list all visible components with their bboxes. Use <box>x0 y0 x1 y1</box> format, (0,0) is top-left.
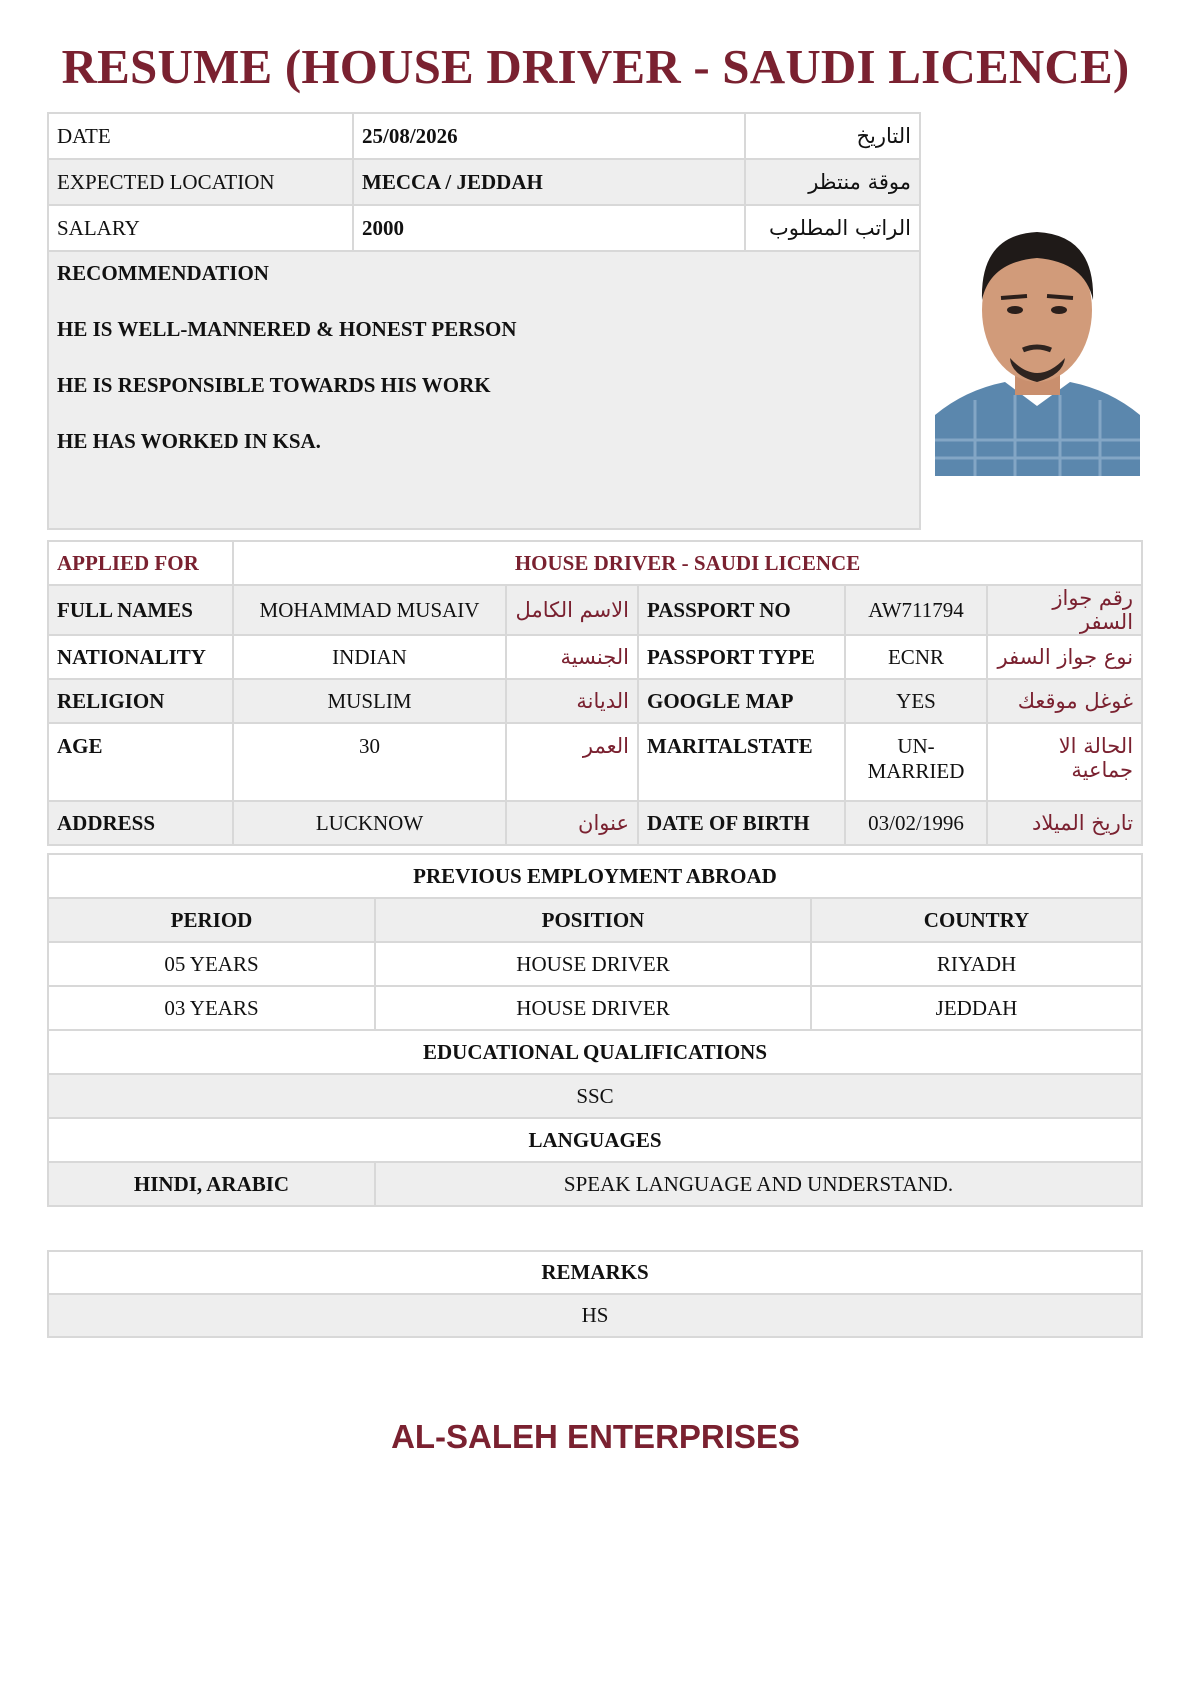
employment-heading-row <box>48 854 1142 898</box>
detail-row <box>48 801 1142 845</box>
languages-level: SPEAK LANGUAGE AND UNDERSTAND. <box>375 1162 1142 1206</box>
languages-heading-row <box>48 1118 1142 1162</box>
detail-row <box>48 635 1142 679</box>
location-label: EXPECTED LOCATION <box>48 159 353 205</box>
period-column-header: PERIOD <box>48 898 375 942</box>
recommendation-line: HE IS WELL-MANNERED & HONEST PERSON <box>57 317 517 341</box>
passport-type-value: ECNR <box>845 635 987 679</box>
date-arabic-label: التاريخ <box>745 113 920 159</box>
nationality-value: INDIAN <box>233 635 506 679</box>
remarks-value-row <box>48 1294 1142 1337</box>
recommendation-line: HE HAS WORKED IN KSA. <box>57 429 321 453</box>
passport-type-arabic: نوع جواز السفر <box>987 635 1142 679</box>
period-cell: 03 YEARS <box>48 986 375 1030</box>
date-value: 25/08/2026 <box>353 113 745 159</box>
country-column-header: COUNTRY <box>811 898 1142 942</box>
salary-label: SALARY <box>48 205 353 251</box>
remarks-table <box>47 1250 1143 1338</box>
employment-heading: PREVIOUS EMPLOYMENT ABROAD <box>48 854 1142 898</box>
detail-row <box>48 679 1142 723</box>
country-cell: RIYADH <box>811 942 1142 986</box>
remarks-value: HS <box>48 1294 1142 1337</box>
applied-for-row <box>48 541 1142 585</box>
details-table <box>47 540 1143 846</box>
marital-state-label: MARITALSTATE <box>638 723 845 801</box>
table-row <box>48 986 1142 1030</box>
applied-for-label: APPLIED FOR <box>48 541 233 585</box>
address-label: ADDRESS <box>48 801 233 845</box>
address-value: LUCKNOW <box>233 801 506 845</box>
languages-row <box>48 1162 1142 1206</box>
education-value-row <box>48 1074 1142 1118</box>
applied-for-value: HOUSE DRIVER - SAUDI LICENCE <box>233 541 1142 585</box>
education-heading-row <box>48 1030 1142 1074</box>
religion-value: MUSLIM <box>233 679 506 723</box>
recommendation-row <box>48 251 920 529</box>
country-cell: JEDDAH <box>811 986 1142 1030</box>
detail-row <box>48 585 1142 635</box>
passport-no-value: AW711794 <box>845 585 987 635</box>
full-names-arabic: الاسم الكامل <box>506 585 638 635</box>
salary-row <box>48 205 920 251</box>
detail-row <box>48 723 1142 801</box>
languages-heading: LANGUAGES <box>48 1118 1142 1162</box>
passport-type-label: PASSPORT TYPE <box>638 635 845 679</box>
company-name: AL-SALEH ENTERPRISES <box>391 1418 800 1455</box>
recommendation-heading: RECOMMENDATION <box>57 261 269 285</box>
recommendation-line: HE IS RESPONSIBLE TOWARDS HIS WORK <box>57 373 491 397</box>
dob-label: DATE OF BIRTH <box>638 801 845 845</box>
recommendation-box <box>48 251 920 529</box>
salary-arabic-label: الراتب المطلوب <box>745 205 920 251</box>
date-row <box>48 113 920 159</box>
marital-state-arabic: الحالة الا جماعية <box>987 723 1142 801</box>
location-arabic-label: موقة منتظر <box>745 159 920 205</box>
education-heading: EDUCATIONAL QUALIFICATIONS <box>48 1030 1142 1074</box>
age-value: 30 <box>233 723 506 801</box>
age-arabic: العمر <box>506 723 638 801</box>
passport-no-arabic: رقم جواز السفر <box>987 585 1142 635</box>
education-value: SSC <box>48 1074 1142 1118</box>
marital-state-value: UN-MARRIED <box>845 723 987 801</box>
passport-no-label: PASSPORT NO <box>638 585 845 635</box>
employment-columns-row <box>48 898 1142 942</box>
location-value: MECCA / JEDDAH <box>353 159 745 205</box>
full-names-label: FULL NAMES <box>48 585 233 635</box>
dob-arabic: تاريخ الميلاد <box>987 801 1142 845</box>
salary-value: 2000 <box>353 205 745 251</box>
religion-label: RELIGION <box>48 679 233 723</box>
languages-names: HINDI, ARABIC <box>48 1162 375 1206</box>
candidate-photo-image <box>935 210 1140 476</box>
position-cell: HOUSE DRIVER <box>375 986 811 1030</box>
google-map-value: YES <box>845 679 987 723</box>
age-label: AGE <box>48 723 233 801</box>
header-table <box>47 112 921 530</box>
google-map-arabic: غوغل موقعك <box>987 679 1142 723</box>
address-arabic: عنوان <box>506 801 638 845</box>
remarks-heading-row <box>48 1251 1142 1294</box>
candidate-photo <box>935 210 1140 476</box>
remarks-heading: REMARKS <box>48 1251 1142 1294</box>
full-names-value: MOHAMMAD MUSAIV <box>233 585 506 635</box>
period-cell: 05 YEARS <box>48 942 375 986</box>
page-title: RESUME (HOUSE DRIVER - SAUDI LICENCE) <box>61 39 1130 94</box>
nationality-arabic: الجنسية <box>506 635 638 679</box>
location-row <box>48 159 920 205</box>
employment-table <box>47 853 1143 1207</box>
date-label: DATE <box>48 113 353 159</box>
dob-value: 03/02/1996 <box>845 801 987 845</box>
religion-arabic: الديانة <box>506 679 638 723</box>
position-column-header: POSITION <box>375 898 811 942</box>
nationality-label: NATIONALITY <box>48 635 233 679</box>
position-cell: HOUSE DRIVER <box>375 942 811 986</box>
table-row <box>48 942 1142 986</box>
google-map-label: GOOGLE MAP <box>638 679 845 723</box>
